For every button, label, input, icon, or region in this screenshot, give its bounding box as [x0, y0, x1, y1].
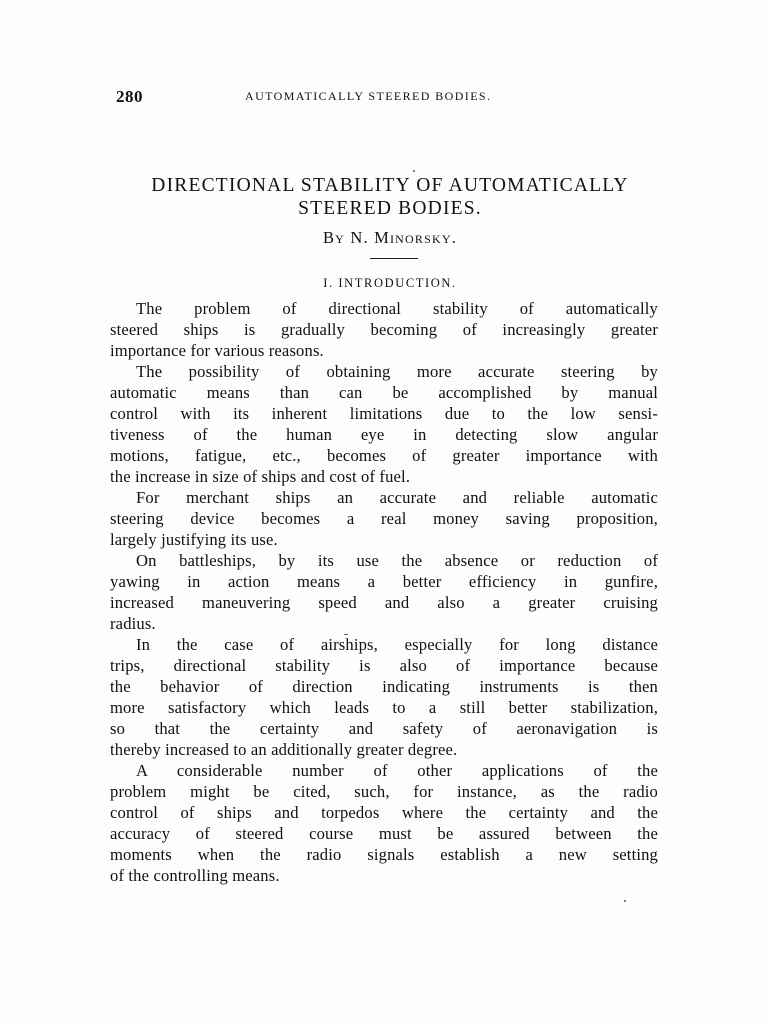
- text-line: increased maneuvering speed and also a greater cruising: [110, 593, 658, 612]
- body-text: [110, 298, 658, 886]
- paragraph: [110, 298, 658, 361]
- scan-speck: [624, 900, 626, 902]
- text-line: In the case of airships, especially for long distance: [136, 635, 658, 654]
- title-divider: [370, 258, 418, 259]
- text-line: of the controlling means.: [110, 866, 280, 885]
- text-line: thereby increased to an additionally greater degree.: [110, 740, 458, 759]
- text-line: steered ships is gradually becoming of increasingly greater: [110, 320, 658, 339]
- text-line: accuracy of steered course must be assured between the: [110, 824, 658, 843]
- text-line: more satisfactory which leads to a still better stabilization,: [110, 698, 658, 717]
- text-line: The possibility of obtaining more accurate steering by: [136, 362, 658, 381]
- text-line: so that the certainty and safety of aeronavigation is: [110, 719, 658, 738]
- article-title-line-1: DIRECTIONAL STABILITY OF AUTOMATICALLY: [151, 175, 629, 196]
- text-line: importance for various reasons.: [110, 341, 324, 360]
- running-head: [110, 87, 658, 107]
- text-line: yawing in action means a better efficiency in gunfire,: [110, 572, 658, 591]
- page-number: 280: [116, 87, 143, 106]
- text-line: tiveness of the human eye in detecting slow angular: [110, 425, 658, 444]
- article-title: [80, 174, 700, 220]
- text-line: moments when the radio signals establish a new setting: [110, 845, 658, 864]
- article-title-line-2: STEERED BODIES.: [298, 198, 482, 219]
- text-line: steering device becomes a real money saving proposition,: [110, 509, 658, 528]
- author-byline: By N. Minorsky.: [322, 228, 458, 247]
- scan-speck: [344, 634, 348, 635]
- text-line: On battleships, by its use the absence or reduction of: [136, 551, 658, 570]
- paragraph: [110, 634, 658, 760]
- text-line: automatic means than can be accomplished by manual: [110, 383, 658, 402]
- paragraph: [110, 550, 658, 634]
- text-line: motions, fatigue, etc., becomes of greater importance with: [110, 446, 658, 465]
- text-line: The problem of directional stability of automatically: [136, 299, 658, 318]
- paragraph: [110, 361, 658, 487]
- text-line: trips, directional stability is also of importance because: [110, 656, 658, 675]
- text-line: A considerable number of other applications of the: [136, 761, 658, 780]
- text-line: problem might be cited, such, for instance, as the radio: [110, 782, 658, 801]
- section-heading: I. INTRODUCTION.: [323, 276, 457, 290]
- running-title: AUTOMATICALLY STEERED BODIES.: [245, 89, 492, 103]
- text-line: control of ships and torpedos where the certainty and the: [110, 803, 658, 822]
- text-line: the increase in size of ships and cost of fuel.: [110, 467, 411, 486]
- text-line: the behavior of direction indicating instruments is then: [110, 677, 658, 696]
- text-line: largely justifying its use.: [110, 530, 278, 549]
- text-line: radius.: [110, 614, 156, 633]
- scan-speck: [413, 170, 415, 172]
- text-line: For merchant ships an accurate and reliable automatic: [136, 488, 658, 507]
- paragraph: [110, 760, 658, 886]
- text-line: control with its inherent limitations due to the low sensi-: [110, 404, 658, 423]
- paragraph: [110, 487, 658, 550]
